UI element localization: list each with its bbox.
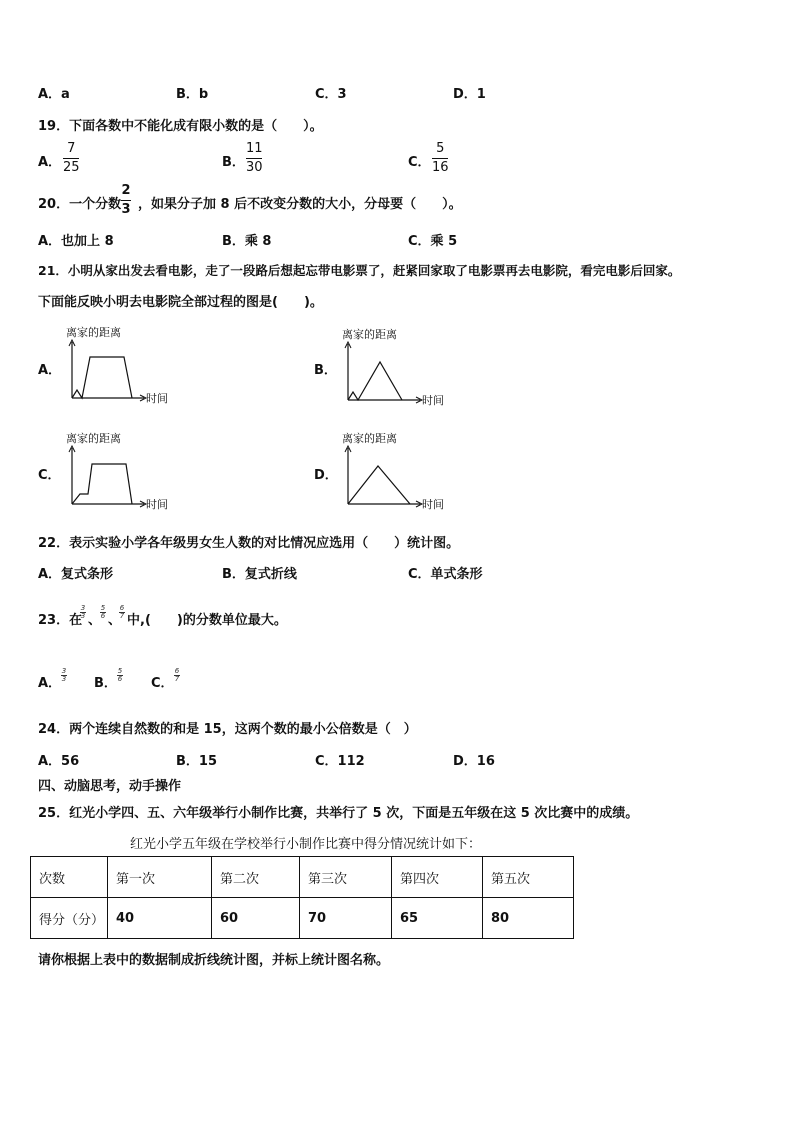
q23-fraction-1	[80, 605, 86, 620]
denominator: 7	[174, 675, 180, 683]
numerator: 3	[61, 667, 67, 675]
q21-graph-a	[62, 324, 182, 408]
table-header-cell: 第五次	[483, 857, 574, 898]
numerator: 3	[80, 604, 86, 612]
table-caption: 红光小学五年级在学校举行小制作比赛中得分情况统计如下：	[130, 837, 482, 852]
numerator: 2	[121, 183, 131, 198]
q24-option-a: A．56	[38, 754, 80, 769]
distance-line	[348, 362, 402, 400]
q19-option-a-label: A．	[38, 155, 62, 170]
q24-option-d: D．16	[453, 754, 495, 769]
y-axis-label: 离家的距离	[66, 432, 121, 445]
y-axis-label: 离家的距离	[342, 328, 397, 341]
q20-option-a: A．也加上 8	[38, 234, 114, 249]
denominator: 16	[432, 160, 449, 175]
q23-fraction-2	[100, 605, 106, 620]
q20-stem-prefix: 20．一个分数	[38, 197, 122, 212]
score-table	[30, 856, 574, 939]
denominator: 25	[63, 160, 80, 175]
y-axis-label: 离家的距离	[342, 432, 397, 445]
q23-option-c-label: C．	[151, 676, 174, 691]
q23-fraction-3	[119, 605, 125, 620]
q18-option-d: D．1	[453, 87, 486, 102]
q19-option-b-label: B．	[222, 155, 245, 170]
q23-option-a-fraction	[61, 668, 67, 683]
table-cell: 60	[212, 898, 300, 939]
q22-option-c: C．单式条形	[408, 567, 483, 582]
q19-option-b-fraction	[246, 141, 263, 176]
q23-separator-2: 、	[108, 613, 122, 628]
denominator: 3	[80, 612, 86, 620]
numerator: 5	[117, 667, 123, 675]
q21-stem-line2: 下面能反映小明去电影院全部过程的图是( )。	[38, 295, 323, 310]
x-axis-label: 时间	[422, 498, 444, 511]
q23-option-c-fraction	[174, 668, 180, 683]
q19-option-c-label: C．	[408, 155, 431, 170]
table-header-cell: 第四次	[392, 857, 483, 898]
denominator: 6	[117, 675, 123, 683]
q21-option-a-label: A．	[38, 363, 62, 378]
numerator: 6	[174, 667, 180, 675]
table-cell: 65	[392, 898, 483, 939]
numerator: 5	[100, 604, 106, 612]
table-header-row	[31, 857, 574, 898]
x-axis-label: 时间	[146, 498, 168, 511]
q23-option-b-fraction	[117, 668, 123, 683]
distance-line	[72, 357, 132, 398]
q21-option-c-label: C．	[38, 468, 61, 483]
x-axis-label: 时间	[422, 394, 444, 407]
q20-fraction	[121, 183, 131, 218]
table-header-cell: 第一次	[108, 857, 212, 898]
q24-option-b: B．15	[176, 754, 217, 769]
q21-stem-line1: 21．小明从家出发去看电影，走了一段路后想起忘带电影票了，赶紧回家取了电影票再去电影院，看完电影后回家。	[38, 263, 681, 278]
q20-option-c: C．乘 5	[408, 234, 458, 249]
q21-option-d-label: D．	[314, 468, 338, 483]
q18-option-b: B．b	[176, 87, 209, 102]
denominator: 6	[100, 612, 106, 620]
table-cell: 40	[108, 898, 212, 939]
numerator: 7	[67, 141, 76, 156]
q24-stem: 24．两个连续自然数的和是 15，这两个数的最小公倍数是（ ）	[38, 722, 417, 737]
numerator: 11	[246, 141, 263, 156]
q19-stem: 19．下面各数中不能化成有限小数的是（ ）。	[38, 119, 323, 134]
q24-option-c: C．112	[315, 754, 365, 769]
section-heading: 四、动脑思考，动手操作	[38, 779, 182, 794]
q23-prefix: 23．在	[38, 613, 83, 628]
distance-line	[348, 466, 410, 504]
q25-instruction: 请你根据上表中的数据制成折线统计图，并标上统计图名称。	[38, 953, 390, 968]
q21-graph-c	[62, 430, 182, 514]
table-header-cell: 第二次	[212, 857, 300, 898]
q21-option-b-label: B．	[314, 363, 337, 378]
x-axis-label: 时间	[146, 392, 168, 405]
q23-option-b-label: B．	[94, 676, 117, 691]
denominator: 3	[121, 202, 131, 217]
q21-graph-b	[338, 326, 458, 410]
q21-graph-d	[338, 430, 468, 514]
distance-line	[72, 464, 132, 504]
table-row	[31, 898, 574, 939]
table-cell: 得分（分）	[31, 898, 108, 939]
fraction-bar	[63, 158, 79, 159]
denominator: 30	[246, 160, 263, 175]
q18-option-a: A．a	[38, 87, 70, 102]
q23-option-a-label: A．	[38, 676, 62, 691]
q25-stem: 25．红光小学四、五、六年级举行小制作比赛，共举行了 5 次，下面是五年级在这 5 次比赛中的成绩。	[38, 806, 639, 821]
q23-separator-1: 、	[88, 613, 102, 628]
numerator: 6	[119, 604, 125, 612]
q22-option-b: B．复式折线	[222, 567, 297, 582]
fraction-bar	[246, 158, 262, 159]
q18-option-c: C．3	[315, 87, 347, 102]
denominator: 7	[119, 612, 125, 620]
fraction-bar	[121, 200, 131, 201]
q22-option-a: A．复式条形	[38, 567, 114, 582]
q20-option-b: B．乘 8	[222, 234, 272, 249]
q23-suffix: 中,( )的分数单位最大。	[127, 613, 287, 628]
table-cell: 80	[483, 898, 574, 939]
q19-option-a-fraction	[63, 141, 80, 176]
table-header-cell: 第三次	[300, 857, 392, 898]
y-axis-label: 离家的距离	[66, 326, 121, 339]
numerator: 5	[436, 141, 445, 156]
q22-stem: 22．表示实验小学各年级男女生人数的对比情况应选用（ ）统计图。	[38, 536, 460, 551]
q20-stem-suffix: ，如果分子加 8 后不改变分数的大小，分母要（ ）。	[138, 197, 462, 212]
q19-option-c-fraction	[432, 141, 449, 176]
denominator: 3	[61, 675, 67, 683]
table-cell: 70	[300, 898, 392, 939]
fraction-bar	[432, 158, 448, 159]
table-header-cell: 次数	[31, 857, 108, 898]
